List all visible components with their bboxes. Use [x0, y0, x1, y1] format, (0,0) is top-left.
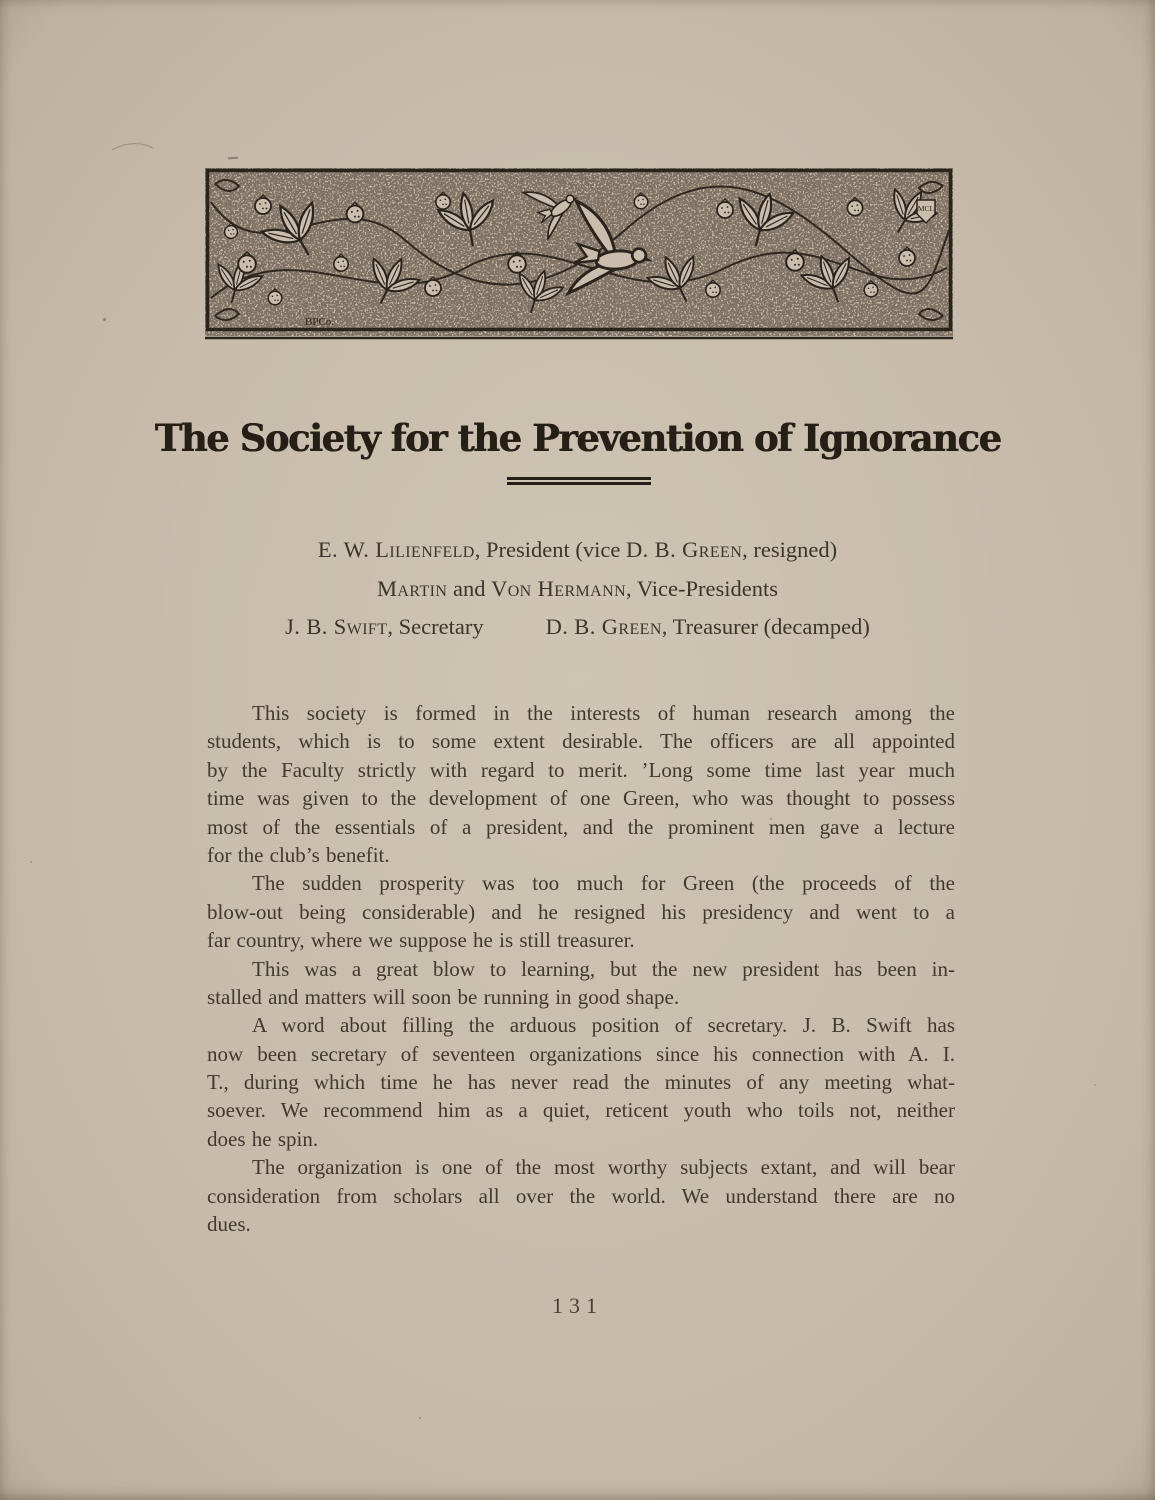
officer-name: E. W. Lilienfeld — [317, 537, 475, 562]
scan-mark — [228, 157, 238, 160]
text-line: does he spin. — [207, 1126, 319, 1151]
text-line: The sudden prosperity was too much for Green (the proceeds of the — [252, 871, 955, 896]
text-line: by the Faculty strictly with regard to merit. ’Long some time last year much — [207, 757, 955, 782]
paragraph — [207, 869, 955, 954]
page-title: The Society for the Prevention of Ignorance — [154, 416, 1001, 460]
text-line: now been secretary of seventeen organizations since his connection with A. I. — [207, 1041, 955, 1066]
officer-name: Martin — [377, 575, 448, 601]
paper-speck — [103, 318, 106, 321]
text-line: A word about filling the arduous position of secretary. J. B. Swift has — [252, 1013, 955, 1038]
text-line: The organization is one of the most worthy subjects extant, and will bear — [252, 1155, 955, 1180]
page-number: 131 — [552, 1293, 603, 1318]
body-text — [207, 699, 955, 1238]
officer-line — [0, 608, 1155, 647]
text-line: far country, where we suppose he is still treasurer. — [207, 928, 635, 953]
text-line: consideration from scholars all over the world. We understand there are no — [207, 1183, 955, 1208]
paragraph — [207, 1011, 955, 1153]
text-line: This society is formed in the interests of human research among the — [252, 701, 955, 725]
text-line: This was a great blow to learning, but the new president has been in- — [252, 956, 955, 981]
officer-line — [0, 531, 1155, 570]
banner-stipple-texture — [209, 172, 949, 328]
officers-list — [0, 531, 1155, 647]
officer-role-text: , Treasurer (decamped) — [661, 614, 870, 640]
paper-speck — [419, 1417, 421, 1419]
officer-line — [0, 570, 1155, 609]
text-line: most of the essentials of a president, and the prominent men gave a lecture — [207, 814, 955, 839]
text-line: stalled and matters will soon be running in good shape. — [207, 984, 680, 1009]
paragraph — [207, 955, 955, 1012]
title-double-rule — [507, 477, 651, 485]
paper-speck — [30, 861, 32, 863]
officer-role-text: and — [447, 575, 492, 601]
text-line: blow-out being considerable) and he resigned his presidency and went to a — [207, 899, 955, 924]
text-line: time was given to the development of one Green, who was thought to possess — [207, 786, 955, 811]
officer-role-text: , President (vice — [474, 537, 626, 562]
engraver-signature: BPCo. — [305, 316, 335, 328]
officer-role-text: , Secretary — [387, 614, 484, 640]
officer-name: D. B. Green — [625, 537, 743, 562]
pencil-scratch — [110, 139, 156, 155]
paper-speck — [770, 818, 772, 820]
officer-name: Von Hermann — [491, 575, 627, 601]
paper-speck — [1094, 1084, 1096, 1086]
floral-woodcut-banner — [205, 168, 953, 343]
text-line: students, which is to some extent desirable. The officers are all appointed — [207, 729, 955, 754]
officer-name: J. B. Swift — [285, 614, 388, 640]
text-line: soever. We recommend him as a quiet, reticent youth who toils not, neither — [207, 1098, 955, 1123]
officer-name: D. B. Green — [545, 614, 662, 640]
monogram-text: MCL — [917, 204, 935, 213]
text-line: for the club’s benefit. — [207, 842, 390, 867]
text-line: dues. — [207, 1212, 251, 1237]
officer-role-text: , Vice-Presidents — [626, 575, 778, 601]
officer-role-text: , resigned) — [742, 537, 838, 562]
paragraph — [207, 1153, 955, 1238]
text-line: T., during which time he has never read the minutes of any meeting what- — [207, 1070, 955, 1095]
paragraph — [207, 699, 955, 869]
